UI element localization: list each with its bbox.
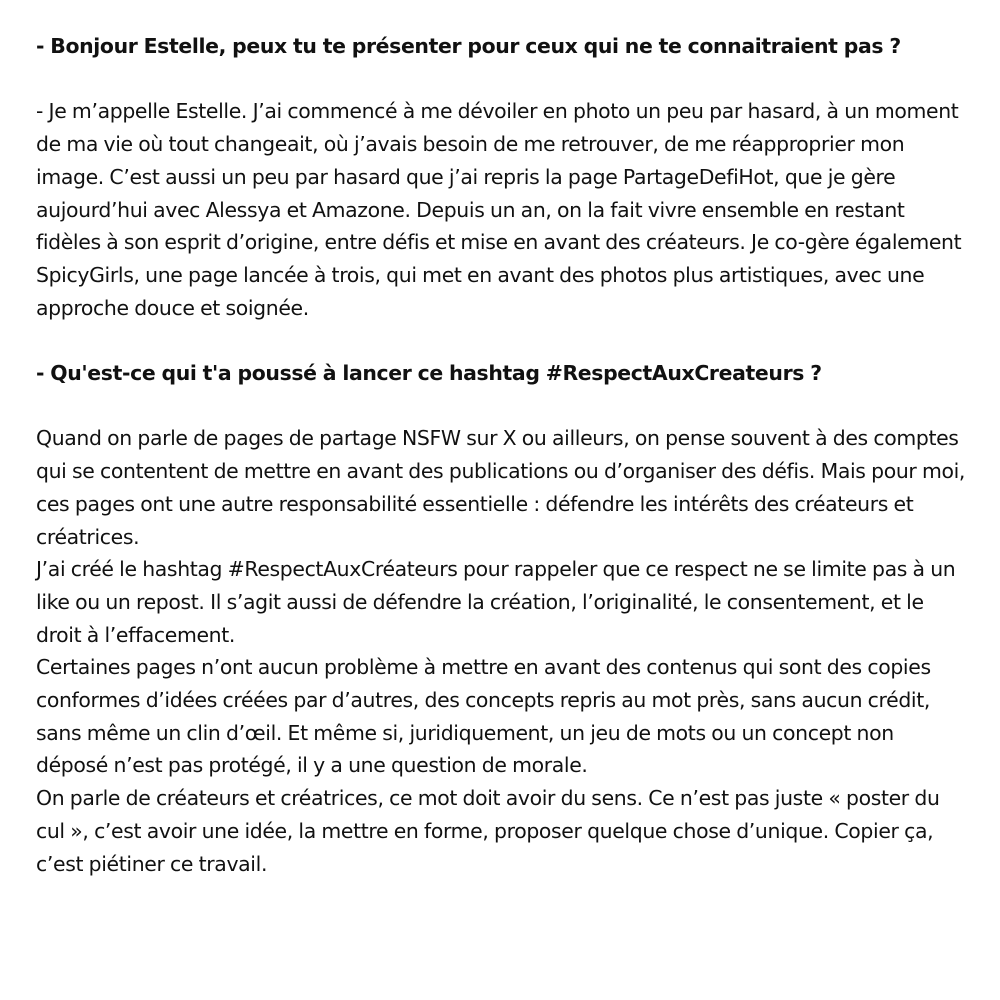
interview-text bbox=[36, 30, 971, 880]
paragraph-gap bbox=[36, 63, 971, 96]
question-2: - Qu'est-ce qui t'a poussé à lancer ce hashtag #RespectAuxCreateurs ? bbox=[36, 361, 822, 385]
question-1: - Bonjour Estelle, peux tu te présenter pour ceux qui ne te connaitraient pas ? bbox=[36, 34, 901, 58]
answer-2-paragraph-4: On parle de créateurs et créatrices, ce mot doit avoir du sens. Ce n’est pas juste « poster du cul », c’est avoir une idée, la mettre en forme, proposer quelque chose d’unique. Copier ça, c’est piétiner ce travail. bbox=[36, 786, 940, 876]
answer-2-paragraph-3: Certaines pages n’ont aucun problème à mettre en avant des contenus qui sont des copies conformes d’idées créées par d’autres, des concepts repris au mot près, sans aucun crédit, sans même un clin d’œil. Et même si, juridiquement, un jeu de mots ou un concept non déposé n’est pas protégé, il y a une question de morale. bbox=[36, 655, 931, 778]
answer-2-paragraph-1: Quand on parle de pages de partage NSFW sur X ou ailleurs, on pense souvent à des comptes qui se contentent de mettre en avant des publications ou d’organiser des défis. Mais pour moi, ces pages ont une autre responsabilité essentielle : défendre les intérêts des créateurs et créatrices. bbox=[36, 426, 966, 549]
answer-2-paragraph-2: J’ai créé le hashtag #RespectAuxCréateurs pour rappeler que ce respect ne se limite pas à un like ou un repost. Il s’agit aussi de défendre la création, l’originalité, le consentement, et le droit à l’effacement. bbox=[36, 557, 956, 647]
paragraph-gap bbox=[36, 390, 971, 423]
paragraph-gap bbox=[36, 324, 971, 357]
answer-1-paragraph-1: - Je m’appelle Estelle. J’ai commencé à me dévoiler en photo un peu par hasard, à un moment de ma vie où tout changeait, où j’avais besoin de me retrouver, de me réapproprier mon image. C’est aussi un peu par hasard que j’ai repris la page PartageDefiHot, que je gère aujourd’hui avec Alessya et Amazone. Depuis un an, on la fait vivre ensemble en restant fidèles à son esprit d’origine, entre défis et mise en avant des créateurs. Je co-gère également SpicyGirls, une page lancée à trois, qui met en avant des photos plus artistiques, avec une approche douce et soignée. bbox=[36, 99, 962, 320]
